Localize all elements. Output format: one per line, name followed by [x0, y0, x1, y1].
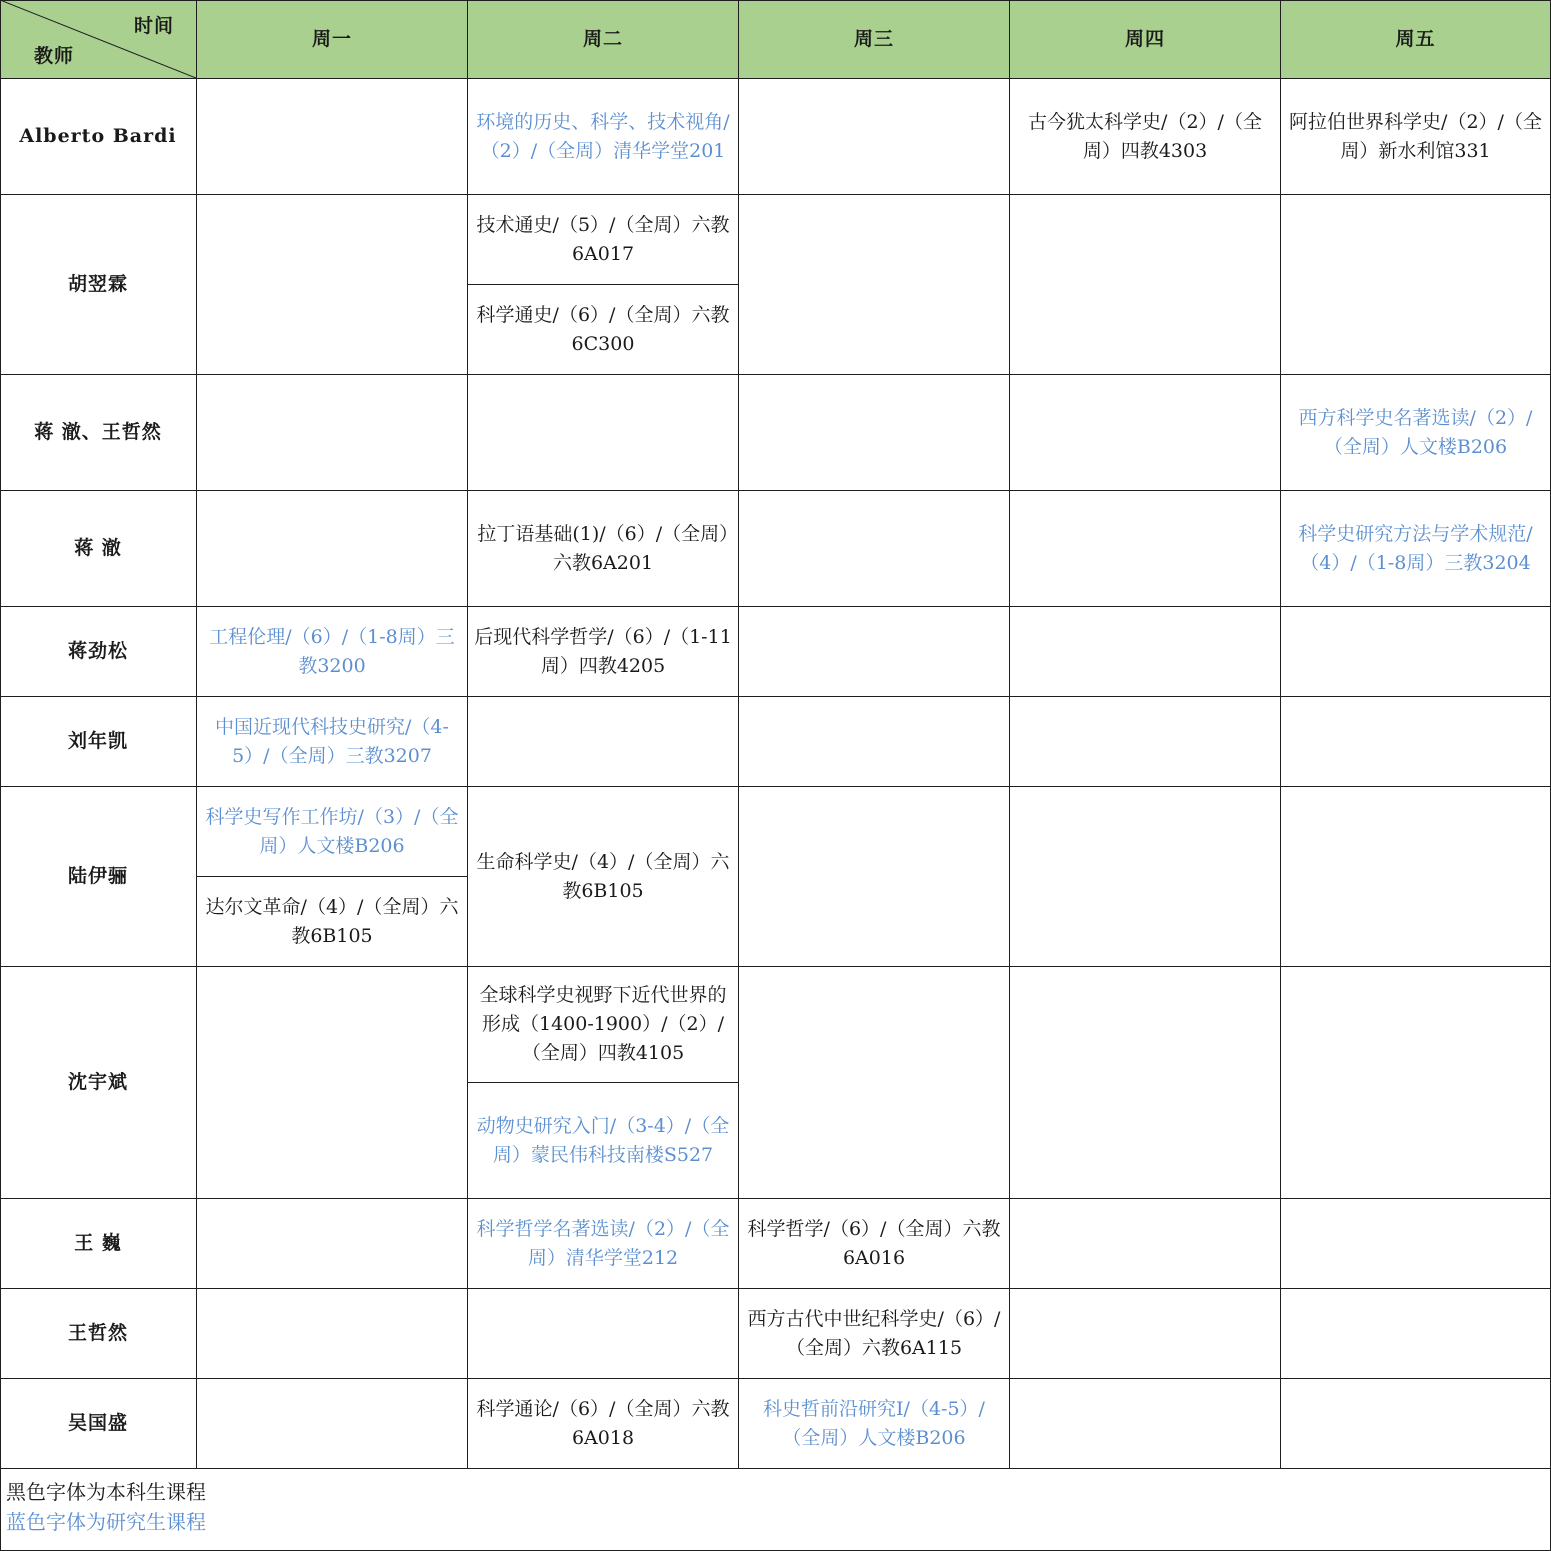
teacher-name-cell [0, 1289, 197, 1379]
course-cell [468, 79, 739, 195]
teacher-name: 陆伊骊 [67, 865, 128, 887]
empty-cell [1281, 967, 1551, 1199]
day-label: 周四 [1124, 27, 1165, 50]
course-cell [197, 787, 468, 877]
empty-cell [1281, 1379, 1551, 1469]
course-cell [468, 491, 739, 607]
course-text: 工程伦理/（6）/（1-8周）三教3200 [209, 625, 455, 677]
course-cell [739, 1199, 1010, 1289]
teacher-name: 胡翌霖 [67, 273, 128, 295]
empty-cell [1010, 491, 1281, 607]
header-day-5 [1281, 0, 1551, 79]
empty-cell [739, 375, 1010, 491]
course-cell [1281, 491, 1551, 607]
empty-cell [739, 491, 1010, 607]
teacher-name: 刘年凯 [67, 730, 128, 752]
teacher-name-cell [0, 1199, 197, 1289]
header-day-1 [197, 0, 468, 79]
course-text: 科学通论/（6）/（全周）六教6A018 [476, 1397, 730, 1449]
empty-cell [1010, 967, 1281, 1199]
course-text: 科学哲学名著选读/（2）/（全周）清华学堂212 [476, 1217, 730, 1269]
course-cell [468, 1199, 739, 1289]
teacher-name-cell [0, 375, 197, 491]
empty-cell [1010, 607, 1281, 697]
empty-cell [197, 967, 468, 1199]
course-text: 科学通史/（6）/（全周）六教6C300 [476, 303, 730, 355]
day-label: 周五 [1395, 27, 1436, 50]
course-text: 阿拉伯世界科学史/（2）/（全周）新水利馆331 [1289, 110, 1542, 162]
legend [0, 1469, 1551, 1551]
empty-cell [1010, 1199, 1281, 1289]
teacher-name-cell [0, 607, 197, 697]
course-cell [468, 787, 739, 967]
teacher-name-cell [0, 79, 197, 195]
empty-cell [1010, 1379, 1281, 1469]
teacher-name: 王 巍 [74, 1232, 122, 1254]
empty-cell [1281, 787, 1551, 967]
empty-cell [1281, 697, 1551, 787]
course-text: 中国近现代科技史研究/（4-5）/（全周）三教3207 [215, 715, 449, 767]
empty-cell [739, 967, 1010, 1199]
day-label: 周三 [853, 27, 894, 50]
empty-cell [197, 375, 468, 491]
course-cell [468, 1379, 739, 1469]
course-text: 科学史写作工作坊/（3）/（全周）人文楼B206 [205, 805, 459, 857]
teacher-name-cell [0, 1379, 197, 1469]
course-text: 科史哲前沿研究I/（4-5）/（全周）人文楼B206 [763, 1397, 985, 1449]
empty-cell [1010, 697, 1281, 787]
header-day-4 [1010, 0, 1281, 79]
corner-label-teacher: 教师 [34, 45, 75, 67]
empty-cell [197, 1379, 468, 1469]
course-cell [468, 1083, 739, 1199]
course-cell [1281, 79, 1551, 195]
legend-undergrad-note: 黑色字体为本科生课程 [6, 1480, 206, 1504]
empty-cell [197, 1289, 468, 1379]
teacher-name-cell [0, 491, 197, 607]
teacher-name: Alberto Bardi [19, 125, 177, 147]
empty-cell [739, 79, 1010, 195]
empty-cell [1010, 375, 1281, 491]
empty-cell [197, 491, 468, 607]
course-cell [197, 697, 468, 787]
course-text: 全球科学史视野下近代世界的形成（1400-1900）/（2）/（全周）四教4105 [479, 984, 727, 1064]
empty-cell [468, 375, 739, 491]
course-text: 科学史研究方法与学术规范/（4）/（1-8周）三教3204 [1298, 522, 1533, 574]
course-text: 拉丁语基础(1)/（6）/（全周）六教6A201 [477, 522, 729, 574]
corner-label-time: 时间 [133, 15, 174, 37]
teacher-name: 王哲然 [67, 1322, 128, 1344]
course-cell [197, 607, 468, 697]
course-cell [468, 967, 739, 1083]
empty-cell [197, 1199, 468, 1289]
teacher-name: 吴国盛 [67, 1412, 128, 1434]
course-cell [1010, 79, 1281, 195]
teacher-name: 蒋 澈、王哲然 [34, 421, 162, 443]
empty-cell [1281, 1289, 1551, 1379]
empty-cell [739, 697, 1010, 787]
empty-cell [739, 787, 1010, 967]
empty-cell [197, 195, 468, 375]
course-text: 西方科学史名著选读/（2）/（全周）人文楼B206 [1298, 406, 1533, 458]
empty-cell [197, 79, 468, 195]
teacher-name-cell [0, 195, 197, 375]
course-text: 动物史研究入门/（3-4）/（全周）蒙民伟科技南楼S527 [476, 1114, 730, 1166]
empty-cell [468, 697, 739, 787]
empty-cell [1010, 787, 1281, 967]
course-cell [468, 607, 739, 697]
course-cell [468, 195, 739, 285]
course-text: 西方古代中世纪科学史/（6）/（全周）六教6A115 [747, 1307, 1001, 1359]
empty-cell [468, 1289, 739, 1379]
day-label: 周二 [582, 27, 623, 50]
course-text: 科学哲学/（6）/（全周）六教6A016 [747, 1217, 1001, 1269]
course-text: 生命科学史/（4）/（全周）六教6B105 [476, 850, 730, 902]
empty-cell [1281, 607, 1551, 697]
course-cell [739, 1379, 1010, 1469]
empty-cell [1010, 1289, 1281, 1379]
course-cell [739, 1289, 1010, 1379]
teacher-name: 沈宇斌 [67, 1071, 128, 1093]
teacher-name-cell [0, 787, 197, 967]
course-text: 古今犹太科学史/（2）/（全周）四教4303 [1028, 110, 1262, 162]
empty-cell [1010, 195, 1281, 375]
teacher-name-cell [0, 967, 197, 1199]
course-text: 环境的历史、科学、技术视角/（2）/（全周）清华学堂201 [476, 110, 730, 162]
course-cell [468, 285, 739, 375]
course-cell [1281, 375, 1551, 491]
header-day-3 [739, 0, 1010, 79]
teacher-name-cell [0, 697, 197, 787]
course-cell [197, 877, 468, 967]
teacher-name: 蒋 澈 [74, 537, 122, 559]
course-text: 技术通史/（5）/（全周）六教6A017 [476, 213, 730, 265]
empty-cell [739, 607, 1010, 697]
empty-cell [1281, 1199, 1551, 1289]
course-text: 达尔文革命/（4）/（全周）六教6B105 [205, 895, 459, 947]
empty-cell [1281, 195, 1551, 375]
legend-graduate-note: 蓝色字体为研究生课程 [6, 1510, 206, 1534]
teacher-name: 蒋劲松 [67, 640, 128, 662]
day-label: 周一 [311, 27, 352, 50]
empty-cell [739, 195, 1010, 375]
header-day-2 [468, 0, 739, 79]
header-corner-cell [0, 0, 197, 79]
course-text: 后现代科学哲学/（6）/（1-11周）四教4205 [474, 625, 732, 677]
